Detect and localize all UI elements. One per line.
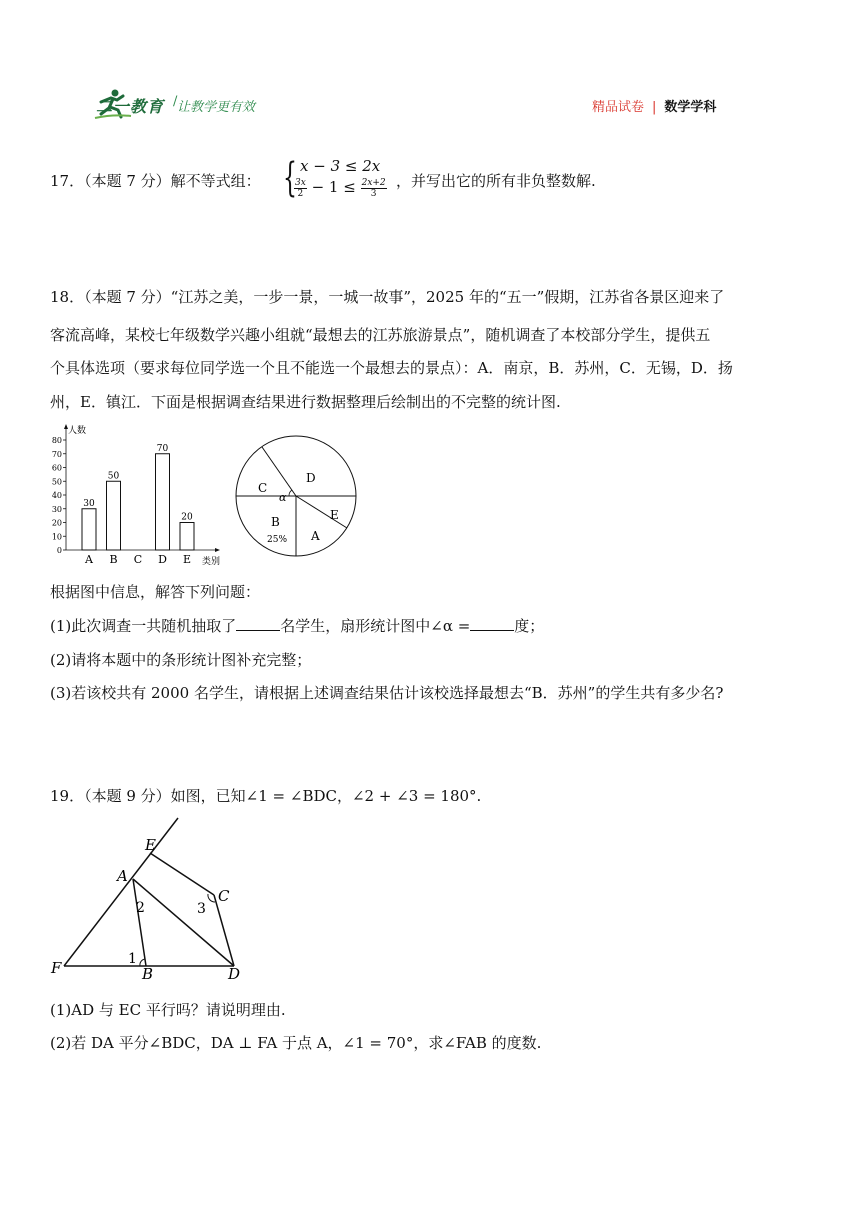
point-a-label: A — [117, 867, 128, 885]
bar-value-label: 50 — [107, 471, 120, 482]
angle-2-label: 2 — [136, 900, 145, 916]
point-e-label: E — [145, 836, 156, 854]
q17-ineq2-mid: − 1 ≤ — [311, 178, 356, 196]
q18-sub1 — [50, 616, 544, 636]
exam-tag: 精品试卷 — [592, 100, 645, 115]
subject-tag: 数学学科 — [664, 100, 717, 115]
pie-label-b: B — [271, 515, 280, 529]
pie-b-percent: 25% — [267, 535, 288, 545]
tag-separator: | — [652, 100, 657, 115]
pie-label-c: C — [258, 481, 268, 495]
bar-d — [156, 454, 170, 550]
q18-sub1-a: (1)此次调查一共随机抽取了 — [50, 617, 237, 635]
x-axis-arrow — [215, 548, 220, 552]
y-tick-label: 80 — [52, 436, 62, 445]
header-divider: / — [173, 94, 178, 109]
q18-sub3: (3)若该校共有 2000 名学生，请根据上述调查结果估计该校选择最想去“B．苏州”的学生共有多少名? — [50, 684, 724, 702]
q17-ineq1: x − 3 ≤ 2x — [300, 157, 381, 175]
x-category-label: E — [182, 553, 192, 566]
q18-line-2: 客流高峰，某校七年级数学兴趣小组就“最想去的江苏旅游景点”，随机调查了本校部分学生，提供五 — [50, 326, 711, 344]
q17-frac-b-num: 2x+2 — [361, 177, 386, 188]
x-axis-label: 类别 — [202, 557, 221, 567]
answer-blank-students[interactable] — [236, 616, 280, 631]
q19-sub2: (2)若 DA 平分∠BDC，DA ⊥ FA 于点 A，∠1 = 70°，求∠FAB 的度数. — [50, 1034, 542, 1052]
line-cd — [214, 895, 234, 966]
brand-name: 二一教育 — [96, 97, 165, 116]
q18-intro: 根据图中信息，解答下列问题： — [50, 583, 261, 601]
pie-label-e: E — [330, 508, 339, 522]
bar-b — [107, 481, 121, 550]
q18-line-1: 18．（本题 7 分）“江苏之美，一步一景，一城一故事”，2025 年的“五一”假期，江苏省各景区迎来了 — [50, 288, 725, 306]
x-category-label: D — [158, 553, 167, 566]
geometry-figure — [48, 815, 258, 985]
line-ec — [150, 853, 214, 895]
y-tick-label: 70 — [52, 449, 62, 459]
q17-suffix: ，并写出它的所有非负整数解. — [396, 172, 596, 190]
bar-e — [180, 523, 194, 551]
q17-brace: { — [283, 155, 297, 201]
pie-label-a: A — [311, 529, 320, 543]
x-category-label: C — [133, 553, 143, 566]
q19-title: 19．（本题 9 分）如图，已知∠1 = ∠BDC，∠2 + ∠3 = 180°. — [50, 787, 482, 805]
x-category-label: B — [109, 553, 118, 566]
q17-frac-a-num: 3x — [295, 177, 306, 188]
y-axis-label: 人数 — [68, 426, 87, 436]
q18-sub1-c: 度； — [514, 617, 545, 635]
bar-value-label: 70 — [156, 443, 169, 454]
point-f-label: F — [51, 959, 62, 977]
q17-frac-b — [361, 178, 387, 199]
point-c-label: C — [218, 887, 230, 905]
y-tick-label: 50 — [52, 477, 62, 487]
q18-line-3: 个具体选项（要求每位同学选一个且不能选一个最想去的景点）：A．南京，B．苏州，C．无锡，D．扬 — [50, 359, 733, 377]
x-category-label: A — [85, 553, 93, 566]
q18-line-4: 州，E．镇江．下面是根据调查结果进行数据整理后绘制出的不完整的统计图. — [50, 393, 561, 411]
header-tags — [592, 96, 716, 115]
q18-sub2: (2)请将本题中的条形统计图补充完整； — [50, 651, 312, 669]
angle-1-label: 1 — [128, 951, 137, 967]
q18-sub1-b: 名学生，扇形统计图中∠α = — [280, 617, 471, 635]
y-tick-label: 30 — [52, 504, 62, 514]
q17-frac-a-den: 2 — [297, 188, 304, 199]
brand-slogan: 让教学更有效 — [177, 100, 256, 115]
bar-value-label: 20 — [181, 512, 193, 523]
pie-label-d: D — [306, 471, 316, 485]
answer-blank-angle[interactable] — [470, 616, 514, 631]
pie-chart — [233, 434, 359, 558]
bar-a — [82, 509, 96, 550]
line-fe — [64, 818, 178, 966]
q19-sub1: (1)AD 与 EC 平行吗？请说明理由. — [50, 1001, 286, 1019]
q17-prefix: 17．（本题 7 分）解不等式组： — [50, 172, 261, 190]
y-tick-label: 60 — [52, 463, 62, 473]
bar-value-label: 30 — [83, 498, 95, 509]
point-b-label: B — [142, 965, 154, 983]
q17-ineq2 — [294, 177, 387, 199]
q17-frac-a — [294, 178, 307, 199]
y-tick-label: 10 — [52, 532, 62, 542]
alpha-label: α — [279, 491, 287, 504]
angle-3-label: 3 — [197, 901, 206, 917]
y-tick-label: 20 — [52, 518, 62, 528]
q17-frac-b-den: 3 — [370, 188, 377, 199]
y-tick-label: 40 — [52, 491, 62, 500]
bar-chart — [52, 420, 232, 570]
y-tick-label: 0 — [56, 546, 62, 555]
point-d-label: D — [228, 965, 241, 983]
